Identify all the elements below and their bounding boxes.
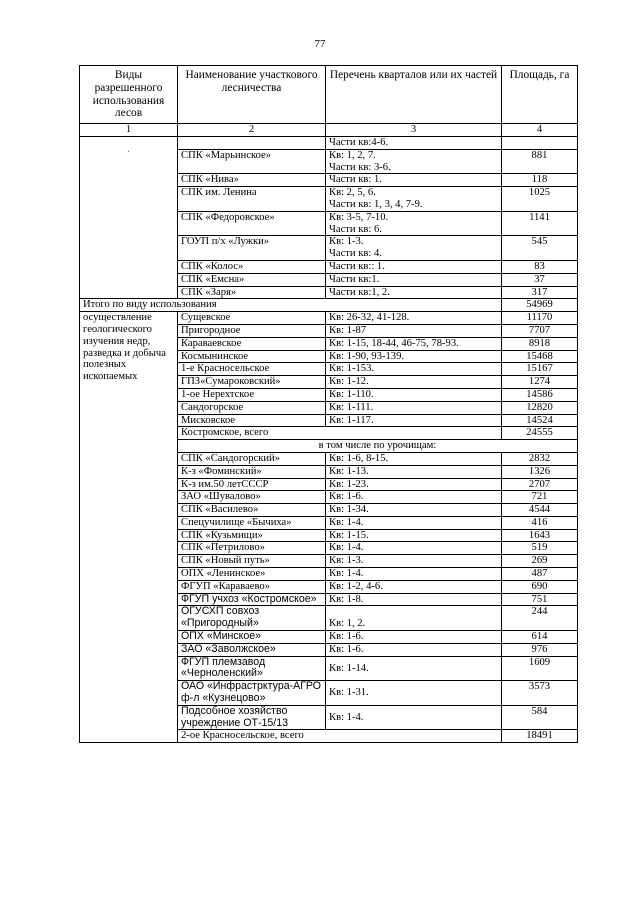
including-label: в том числе по урочищам: <box>178 440 578 453</box>
area-cell: 14524 <box>502 414 578 427</box>
quarters-cell: Кв: 1-90, 93-139. <box>326 350 502 363</box>
quarters-cell: Кв: 1-4. <box>326 542 502 555</box>
page-number: 77 <box>314 38 326 50</box>
quarters-cell: Кв: 1-23. <box>326 478 502 491</box>
area-cell: 976 <box>502 643 578 656</box>
district-cell <box>178 136 326 149</box>
area-cell: 15167 <box>502 363 578 376</box>
column-number: 2 <box>178 124 326 137</box>
district-cell: СПК «Федоровское» <box>178 211 326 236</box>
quarters-cell: Кв: 1-15, 18-44, 46-75, 78-93. <box>326 337 502 350</box>
quarters-line: Кв: 1, 2, 7. <box>329 149 376 161</box>
tract-name: Подсобное хозяйство учреждение ОТ-15/13 <box>178 705 326 730</box>
tract-name: СПК «Василево» <box>178 504 326 517</box>
quarters-line: Кв: 1-3. <box>329 236 364 248</box>
area-cell: 15468 <box>502 350 578 363</box>
quarters-cell: Кв: 1-15. <box>326 529 502 542</box>
area-cell: 881 <box>502 149 578 174</box>
quarters-cell: Кв: 1-111. <box>326 401 502 414</box>
area-cell: 751 <box>502 593 578 606</box>
district-cell: СПК «Марьинское» <box>178 149 326 174</box>
area-cell: 12820 <box>502 401 578 414</box>
quarters-cell: Кв: 1-3. <box>326 555 502 568</box>
column-number-row <box>80 124 578 137</box>
quarters-line: Части кв: 4. <box>329 248 382 260</box>
tract-name: ОГУСХП совхоз «Пригородный» <box>178 606 326 631</box>
use-type-cell: осуществление геологического изучения недр, разведка и добыча полезных ископаемых <box>80 312 178 743</box>
district-cell: СПК «Емсна» <box>178 273 326 286</box>
area-cell: 1025 <box>502 187 578 212</box>
header-row <box>80 66 578 124</box>
quarters-cell: Кв: 1-6. <box>326 491 502 504</box>
area-cell: 1141 <box>502 211 578 236</box>
area-cell: 614 <box>502 631 578 644</box>
quarters-line: Части кв: 3-6. <box>329 161 391 173</box>
tract-name: ФГУП племзавод «Черноленский» <box>178 656 326 681</box>
subtotal-area: 24555 <box>502 427 578 440</box>
marker: · <box>126 146 131 158</box>
quarters-cell: Части кв: 1. <box>326 174 502 187</box>
quarters-cell: Кв: 1-14. <box>326 656 502 681</box>
area-cell: 269 <box>502 555 578 568</box>
quarters-cell: Кв: 1-13. <box>326 465 502 478</box>
district-cell: Пригородное <box>178 324 326 337</box>
tract-name: СПК «Новый путь» <box>178 555 326 568</box>
district-cell: 1-е Красносельское <box>178 363 326 376</box>
district-cell: СПК им. Ленина <box>178 187 326 212</box>
district-cell: СПК «Заря» <box>178 286 326 299</box>
district-cell: Караваевское <box>178 337 326 350</box>
area-cell: 118 <box>502 174 578 187</box>
area-cell: 317 <box>502 286 578 299</box>
quarters-cell: Кв: 1-6, 8-15. <box>326 452 502 465</box>
area-cell: 11170 <box>502 312 578 325</box>
area-cell: 83 <box>502 260 578 273</box>
quarters-line: Кв: 2, 5, 6. <box>329 187 376 199</box>
tract-name: СПК «Петрилово» <box>178 542 326 555</box>
total-area: 54969 <box>502 299 578 312</box>
quarters-cell: Кв: 1-34. <box>326 504 502 517</box>
quarters-cell <box>326 236 502 261</box>
district-cell: ГПЗ«Сумароковский» <box>178 376 326 389</box>
subtotal-label: Костромское, всего <box>178 427 502 440</box>
district-cell: Сущевское <box>178 312 326 325</box>
quarters-cell: Кв: 1-12. <box>326 376 502 389</box>
tract-name: ЗАО «Шувалово» <box>178 491 326 504</box>
table-row <box>80 312 578 325</box>
quarters-cell: Кв: 1-4. <box>326 568 502 581</box>
quarters-cell: Части кв:1, 2. <box>326 286 502 299</box>
tract-name: ФГУП «Караваево» <box>178 580 326 593</box>
tract-name: К-з им.50 летСССР <box>178 478 326 491</box>
area-cell: 721 <box>502 491 578 504</box>
tract-name: ОПХ «Ленинское» <box>178 568 326 581</box>
quarters-line: Части кв: 1, 3, 4, 7-9. <box>329 198 423 210</box>
forest-use-table <box>79 65 578 743</box>
area-cell: 4544 <box>502 504 578 517</box>
district-cell: СПК «Колос» <box>178 260 326 273</box>
area-cell: 519 <box>502 542 578 555</box>
quarters-line: Кв: 3-5, 7-10. <box>329 211 389 223</box>
area-cell: 3573 <box>502 681 578 706</box>
quarters-cell: Части кв:4-6. <box>326 136 502 149</box>
column-number: 1 <box>80 124 178 137</box>
quarters-cell: Кв: 1-8. <box>326 593 502 606</box>
tract-name: ОПХ «Минское» <box>178 631 326 644</box>
district-cell: Мисковское <box>178 414 326 427</box>
district-cell: Космынинское <box>178 350 326 363</box>
area-cell: 2832 <box>502 452 578 465</box>
quarters-line: Части кв: 6. <box>329 223 382 235</box>
quarters-cell: Кв: 1-31. <box>326 681 502 706</box>
quarters-cell: Части кв:: 1. <box>326 260 502 273</box>
area-cell: 37 <box>502 273 578 286</box>
quarters-cell: Кв: 1-4. <box>326 516 502 529</box>
district-cell: СПК «Нива» <box>178 174 326 187</box>
header-use-type: Виды разрешенного использования лесов <box>80 66 178 124</box>
area-cell: 244 <box>502 606 578 631</box>
quarters-cell: Кв: 1-110. <box>326 388 502 401</box>
district-cell: ГОУП п/х «Лужки» <box>178 236 326 261</box>
quarters-cell <box>326 149 502 174</box>
area-cell: 14586 <box>502 388 578 401</box>
tract-name: СПК «Кузьмищи» <box>178 529 326 542</box>
quarters-cell: Кв: 1-4. <box>326 705 502 730</box>
quarters-cell: Кв: 1-87 <box>326 324 502 337</box>
total-row <box>80 299 578 312</box>
area-cell: 1643 <box>502 529 578 542</box>
total-label: Итого по виду использования <box>80 299 502 312</box>
tract-name: ЗАО «Заволжское» <box>178 643 326 656</box>
header-area: Площадь, га <box>502 66 578 124</box>
area-cell: 416 <box>502 516 578 529</box>
quarters-cell: Кв: 1-6. <box>326 643 502 656</box>
quarters-cell: Кв: 26-32, 41-128. <box>326 312 502 325</box>
area-cell: 690 <box>502 580 578 593</box>
tract-name: ФГУП учхоз «Костромское» <box>178 593 326 606</box>
quarters-cell <box>326 211 502 236</box>
area-cell: 584 <box>502 705 578 730</box>
quarters-cell: Части кв:1. <box>326 273 502 286</box>
area-cell: 1609 <box>502 656 578 681</box>
header-quarters: Перечень кварталов или их частей <box>326 66 502 124</box>
quarters-cell: Кв: 1-6. <box>326 631 502 644</box>
quarters-cell: Кв: 1-153. <box>326 363 502 376</box>
tract-name: СПК «Сандогорский» <box>178 452 326 465</box>
area-cell: 487 <box>502 568 578 581</box>
area-cell: 8918 <box>502 337 578 350</box>
quarters-cell <box>326 187 502 212</box>
quarters-cell: Кв: 1, 2. <box>326 606 502 631</box>
tract-name: ОАО «Инфрастрктура-АГРО ф-л «Кузнецово» <box>178 681 326 706</box>
area-cell: 1326 <box>502 465 578 478</box>
table-row <box>80 136 578 149</box>
tract-name: Спецучилище «Бычиха» <box>178 516 326 529</box>
use-type-cell <box>80 136 178 298</box>
column-number: 4 <box>502 124 578 137</box>
district-cell: Сандогорское <box>178 401 326 414</box>
column-number: 3 <box>326 124 502 137</box>
quarters-cell: Кв: 1-117. <box>326 414 502 427</box>
tract-name: К-з «Фоминский» <box>178 465 326 478</box>
subtotal-area: 18491 <box>502 730 578 743</box>
header-district: Наименование участкового лесничества <box>178 66 326 124</box>
area-cell: 1274 <box>502 376 578 389</box>
area-cell: 2707 <box>502 478 578 491</box>
area-cell: 545 <box>502 236 578 261</box>
quarters-cell: Кв: 1-2, 4-6. <box>326 580 502 593</box>
subtotal-label: 2-ое Красносельское, всего <box>178 730 502 743</box>
district-cell: 1-ое Нерехтское <box>178 388 326 401</box>
area-cell <box>502 136 578 149</box>
area-cell: 7707 <box>502 324 578 337</box>
